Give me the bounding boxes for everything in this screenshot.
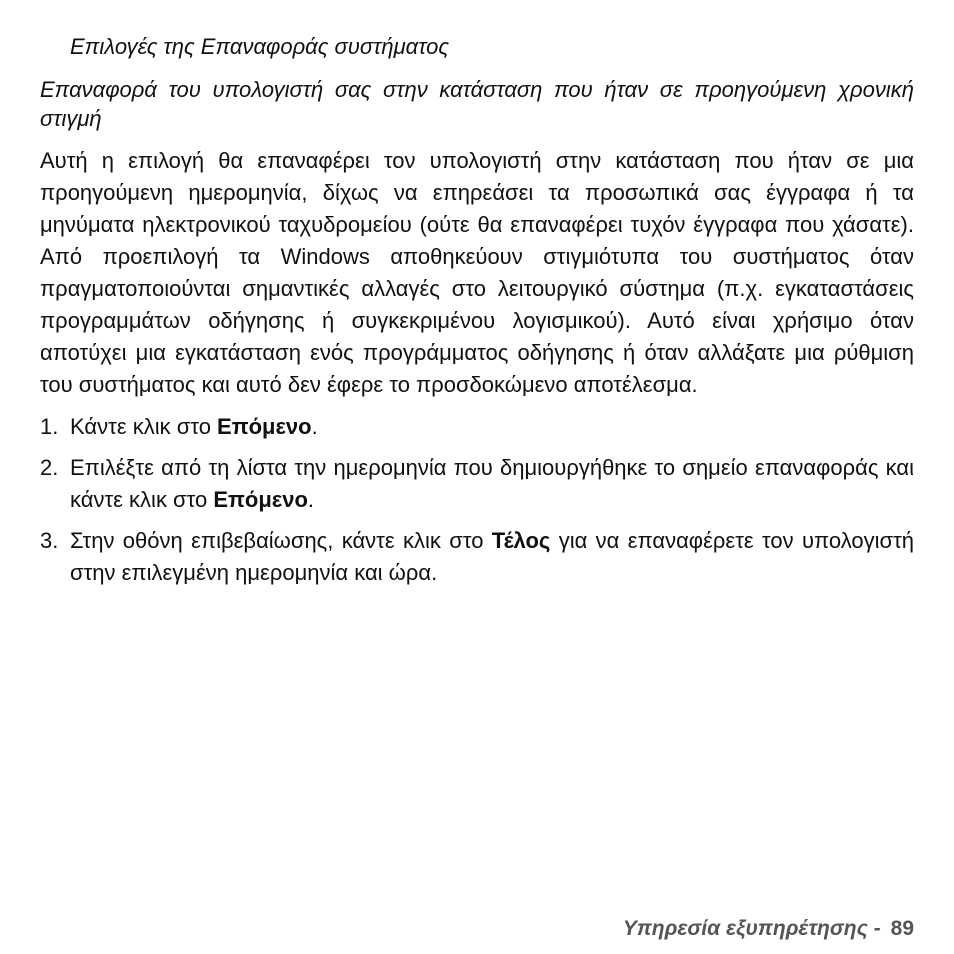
- step-bold-term: Επόμενο: [213, 487, 308, 512]
- step-number: 2.: [40, 455, 59, 480]
- subsection-title: Επαναφορά του υπολογιστή σας στην κατάσταση που ήταν σε προηγούμενη χρονική στιγμή: [40, 77, 914, 131]
- step-number: 1.: [40, 414, 59, 439]
- step-item-2: [40, 452, 914, 516]
- step-text-end: .: [307, 487, 315, 512]
- page-number: 89: [890, 917, 914, 940]
- page-footer: [623, 915, 914, 943]
- document-page: [40, 32, 914, 598]
- step-bold-term: Επόμενο: [217, 414, 312, 439]
- step-item-3: [40, 525, 914, 589]
- step-text-end: για να επαναφέρετε τον υπολογιστή στην επιλεγμένη ημερομηνία και ώρα.: [70, 528, 915, 585]
- step-number: 3.: [40, 528, 59, 553]
- step-text-end: .: [311, 414, 318, 439]
- step-item-1: [40, 411, 914, 443]
- steps-list: [40, 411, 914, 589]
- step-text: Κάντε κλικ στο: [70, 414, 218, 439]
- footer-section-title: Υπηρεσία εξυπηρέτησης -: [622, 917, 881, 940]
- step-text: Επιλέξτε από τη λίστα την ημερομηνία που δημιουργήθηκε το σημείο επαναφοράς και κάντε κλικ στο: [70, 455, 914, 512]
- step-bold-term: Τέλος: [491, 528, 551, 553]
- section-title: Επιλογές της Επαναφοράς συστήματος: [70, 34, 450, 59]
- step-text: Στην οθόνη επιβεβαίωσης, κάντε κλικ στο: [70, 528, 492, 553]
- body-paragraph: Αυτή η επιλογή θα επαναφέρει τον υπολογιστή στην κατάσταση που ήταν σε μια προηγούμενη ημερομηνία, δίχως να επηρεάσει τα προσωπικά σας έγγραφα ή τα μηνύματα ηλεκτρονικού ταχυδρομείου (ούτε θα επαναφέρει τυχόν έγγραφα που χάσατε). Από προεπιλογή τα Windows αποθηκεύουν στιγμιότυπα του συστήματος όταν πραγματοποιούνται σημαντικές αλλαγές στο λειτουργικό σύστημα (π.χ. εγκαταστάσεις προγραμμάτων οδήγησης ή συγκεκριμένου λογισμικού). Αυτό είναι χρήσιμο όταν αποτύχει μια εγκατάσταση ενός προγράμματος οδήγησης ή όταν αλλάξατε μια ρύθμιση του συστήματος και αυτό δεν έφερε το προσδοκώμενο αποτέλεσμα.: [40, 148, 914, 397]
